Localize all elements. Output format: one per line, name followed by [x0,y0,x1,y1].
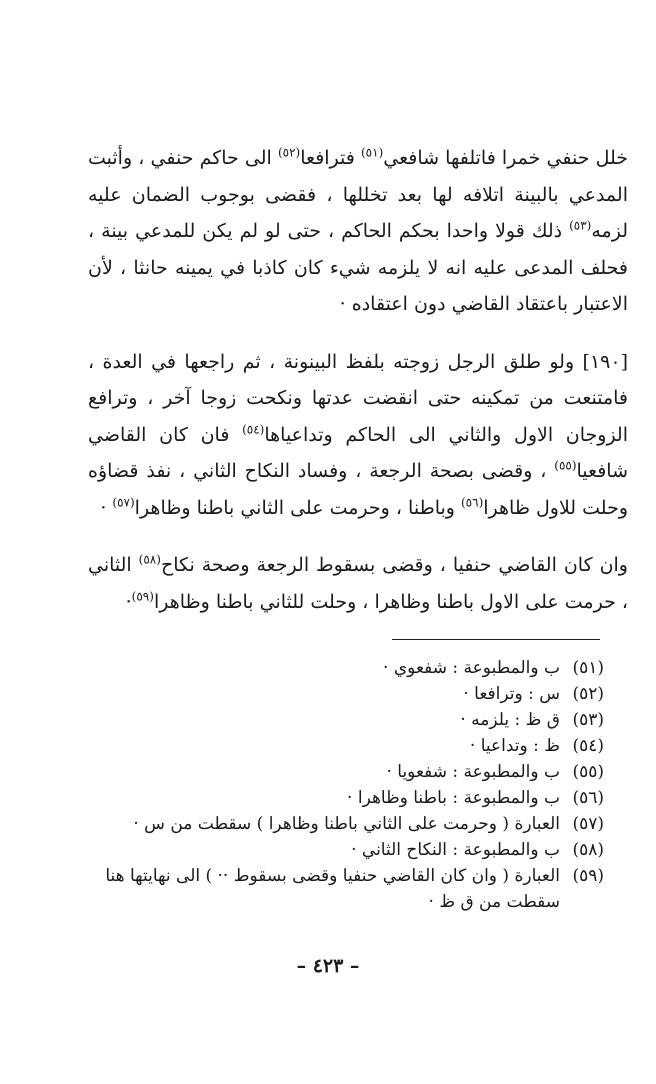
footnote-marker: (٥٥) [554,458,577,473]
text-segment: · [125,590,132,613]
footnote-text: العبارة ( وان كان القاضي حنفيا وقضى بسقوط ·· ) الى نهايتها هنا سقطت من ق ظ · [105,866,560,912]
paragraph-190 [88,344,628,527]
text-segment: الثاني ، حرمت على الاول باطنا وظاهرا ، وحلت للثاني باطنا وظاهرا [88,554,628,613]
text-segment: ذلك قولا واحدا بحكم الحاكم ، حتى لو لم يكن للمدعي بينة ، فحلف المدعى عليه انه لا يلزمه شيء كان كاذبا في يمينه حانثا ، لأن الاعتبار باعتقاد القاضي دون اعتقاده · [88,220,628,315]
footnotes [96,655,604,915]
footnote-text: ب والمطبوعة : النكاح الثاني · [351,840,560,860]
footnote-text: ب والمطبوعة : شفعويا · [386,762,560,782]
footnote-marker: (٥٤) [242,422,265,437]
footnote-number: (٥٢) [572,684,604,704]
page-number: – ٤٢٣ – [296,955,360,977]
footnote-54 [96,733,604,759]
text-segment: [١٩٠] ولو طلق الرجل زوجته بلفظ البينونة ، ثم راجعها في العدة ، فامتنعت من تمكينه حتى انقضت عدتها ونكحت زوجا آخر ، وترافع الزوجان الاول والثاني الى الحاكم وتداعياها [88,350,629,446]
footnote-58 [96,837,604,863]
footnote-number: (٥٨) [572,840,604,860]
footnote-divider [392,639,600,640]
text-segment: وباطنا ، وحرمت على الثاني باطنا وظاهرا [134,496,461,519]
footnote-number: (٥٧) [572,814,604,834]
footnote-57 [96,811,604,837]
text-segment: ، وقضى بصحة الرجعة ، وفساد النكاح الثاني ، نفذ قضاؤه وحلت للاول ظاهرا [88,460,628,519]
text-segment: فترافعا [300,147,361,169]
footnote-marker: (٥٧) [112,495,135,510]
footnote-marker: (٥٢) [277,145,301,160]
footnote-56 [96,785,604,811]
footnote-53 [96,707,604,733]
footnote-marker: (٥٩) [131,589,154,604]
footnote-text: ق ظ : يلزمه · [460,710,560,730]
main-text [88,140,628,620]
footnote-number: (٥٦) [572,788,604,808]
text-segment: الى حاكم حنفي ، وأثبت المدعي بالبينة اتلافه لها بعد تخللها ، فقضى بوجوب الضمان عليه لزمه [88,147,628,242]
text-segment: · [100,496,113,519]
footnote-text: ب والمطبوعة : باطنا وظاهرا · [347,788,560,808]
paragraph-gap [88,323,628,344]
footnote-51 [96,655,604,681]
footnote-52 [96,681,604,707]
footnote-text: ظ : وتداعيا · [469,736,560,756]
footnote-text: ب والمطبوعة : شفعوي · [383,658,560,678]
text-segment: وان كان القاضي حنفيا ، وقضى بسقوط الرجعة وصحة نكاح [160,554,628,576]
footnote-number: (٥٥) [572,762,604,782]
footnote-text: س : وترافعا · [463,684,560,704]
text-segment: فان كان القاضي شافعيا [88,423,628,482]
footnote-number: (٥٤) [572,736,604,756]
footnote-number: (٥١) [572,658,604,678]
paragraph-1 [88,140,628,323]
footnote-number: (٥٩) [572,866,604,886]
paragraph-gap [88,526,628,547]
footnote-number: (٥٣) [572,710,604,730]
paragraph-3 [88,547,628,620]
text-segment: خلل حنفي خمرا فاتلفها شافعي [383,147,629,169]
footnote-marker: (٥١) [360,145,384,160]
footnote-55 [96,759,604,785]
footnote-59 [96,863,604,915]
footnote-marker: (٥٨) [138,552,161,567]
footnote-marker: (٥٣) [569,218,592,233]
footnote-text: العبارة ( وحرمت على الثاني باطنا وظاهرا ) سقطت من س · [133,814,560,834]
footnote-marker: (٥٦) [460,495,484,510]
